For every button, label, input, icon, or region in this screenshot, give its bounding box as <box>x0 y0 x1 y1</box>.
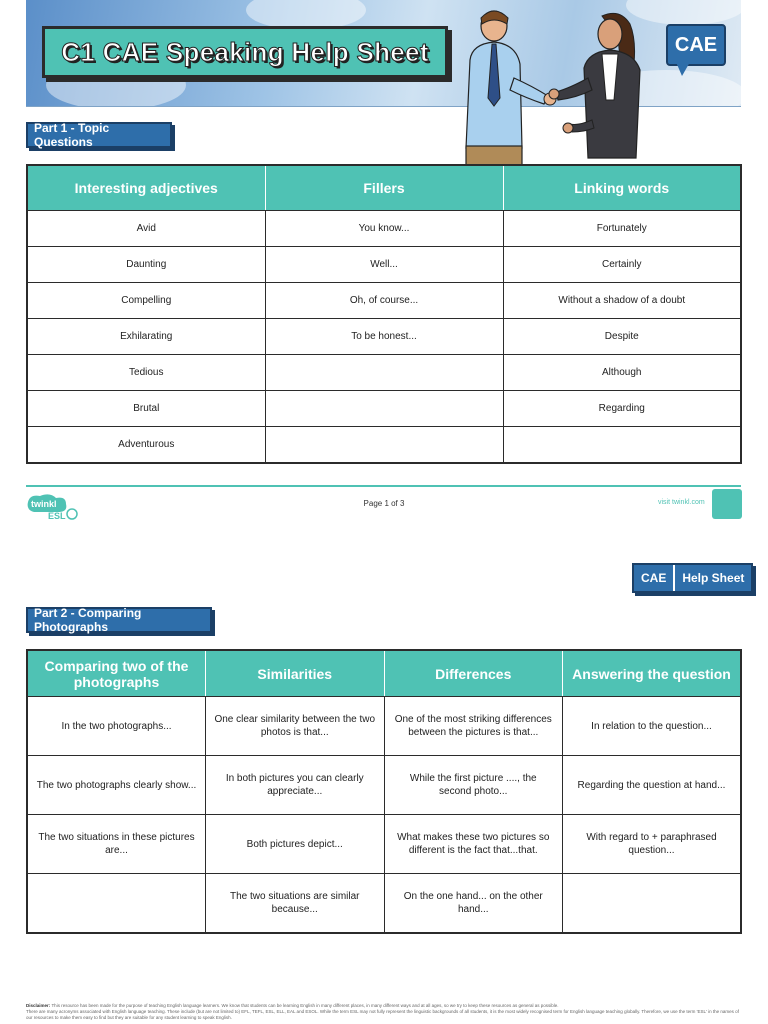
help-sheet-tag <box>632 563 753 593</box>
disclaimer-line1: This resource has been made for the purpose of teaching English language learners. We know that students can be learning English in many different places, in many different ways and at all ages, so we try to keep these resources as general as possible. <box>51 1003 559 1008</box>
table-cell: On the one hand... on the other hand... <box>384 874 563 934</box>
table-cell: Well... <box>265 247 503 283</box>
disclaimer <box>26 1003 741 1021</box>
table-cell: One clear similarity between the two photos is that... <box>206 697 385 756</box>
quality-seal-icon <box>712 489 742 519</box>
table-row <box>27 815 741 874</box>
table-cell: Tedious <box>27 355 265 391</box>
table-cell <box>503 427 741 464</box>
table-cell: Regarding <box>503 391 741 427</box>
table-row <box>27 283 741 319</box>
table-cell: In the two photographs... <box>27 697 206 756</box>
page-number: Page 1 of 3 <box>363 499 405 508</box>
column-header: Similarities <box>206 650 385 697</box>
table-cell: Adventurous <box>27 427 265 464</box>
disclaimer-line2: There are many acronyms associated with English language teaching. These include (but are not limited to) EFL, TEFL, ESL, ELL, EAL and ESOL. While the term ESL may not fully represent the linguistic backgrounds of all students, it is the most widely recognised term for English language teaching globally. Therefore, we use the term 'ESL' in the names of our resources to make them easy to find but they are suitable for any student learning to speak English. <box>26 1009 739 1020</box>
table-cell: The two photographs clearly show... <box>27 756 206 815</box>
column-header: Linking words <box>503 165 741 211</box>
visit-link[interactable]: visit twinkl.com <box>658 499 705 506</box>
table-cell: The two situations are similar because... <box>206 874 385 934</box>
column-header: Interesting adjectives <box>27 165 265 211</box>
tag-cae: CAE <box>634 565 673 591</box>
column-header: Differences <box>384 650 563 697</box>
people-illustration <box>452 8 662 168</box>
table-row <box>27 355 741 391</box>
table-header-row <box>27 165 741 211</box>
footer-divider <box>26 485 741 487</box>
part1-table <box>26 164 742 464</box>
part1-label <box>26 122 172 148</box>
table-cell <box>265 355 503 391</box>
esl-logo-text: ESL <box>48 511 66 520</box>
table-row <box>27 756 741 815</box>
table-cell: Avid <box>27 211 265 247</box>
part1-label-text: Part 1 - Topic Questions <box>34 121 110 149</box>
table-cell: Both pictures depict... <box>206 815 385 874</box>
table-cell: What makes these two pictures so different is the fact that...that. <box>384 815 563 874</box>
column-header: Answering the question <box>563 650 742 697</box>
table-cell: Certainly <box>503 247 741 283</box>
table-cell <box>563 874 742 934</box>
twinkl-logo-text: twinkl <box>31 499 57 509</box>
table-row <box>27 427 741 464</box>
cae-logo-tail <box>676 62 690 76</box>
table-cell: Oh, of course... <box>265 283 503 319</box>
part2-label-text: Part 2 - Comparing Photographs <box>34 606 142 634</box>
disclaimer-label: Disclaimer: <box>26 1003 51 1008</box>
table-cell: Although <box>503 355 741 391</box>
cae-logo-text: CAE <box>674 33 718 56</box>
part2-table <box>26 649 742 934</box>
cae-logo <box>666 24 726 66</box>
table-row <box>27 697 741 756</box>
table-cell: Exhilarating <box>27 319 265 355</box>
table-cell <box>265 391 503 427</box>
table-cell: Without a shadow of a doubt <box>503 283 741 319</box>
table-row <box>27 247 741 283</box>
table-cell: In both pictures you can clearly appreciate... <box>206 756 385 815</box>
table-row <box>27 319 741 355</box>
table-cell: While the first picture ...., the second photo... <box>384 756 563 815</box>
table-cell: Despite <box>503 319 741 355</box>
table-cell: Daunting <box>27 247 265 283</box>
table-header-row <box>27 650 741 697</box>
table-cell: You know... <box>265 211 503 247</box>
table-cell: Fortunately <box>503 211 741 247</box>
page-title-text: C1 CAE Speaking Help Sheet <box>61 36 429 67</box>
table-cell <box>27 874 206 934</box>
table-cell: The two situations in these pictures are... <box>27 815 206 874</box>
page-title <box>42 26 448 78</box>
table-row <box>27 211 741 247</box>
table-cell: Brutal <box>27 391 265 427</box>
table-cell: With regard to + paraphrased question... <box>563 815 742 874</box>
table-cell <box>265 427 503 464</box>
table-row <box>27 391 741 427</box>
table-cell: One of the most striking differences between the pictures is that... <box>384 697 563 756</box>
part2-label <box>26 607 212 633</box>
table-cell: To be honest... <box>265 319 503 355</box>
table-cell: Compelling <box>27 283 265 319</box>
table-cell: In relation to the question... <box>563 697 742 756</box>
tag-help-sheet: Help Sheet <box>673 565 751 591</box>
table-row <box>27 874 741 934</box>
column-header: Fillers <box>265 165 503 211</box>
column-header: Comparing two of the photographs <box>27 650 206 697</box>
table-cell: Regarding the question at hand... <box>563 756 742 815</box>
